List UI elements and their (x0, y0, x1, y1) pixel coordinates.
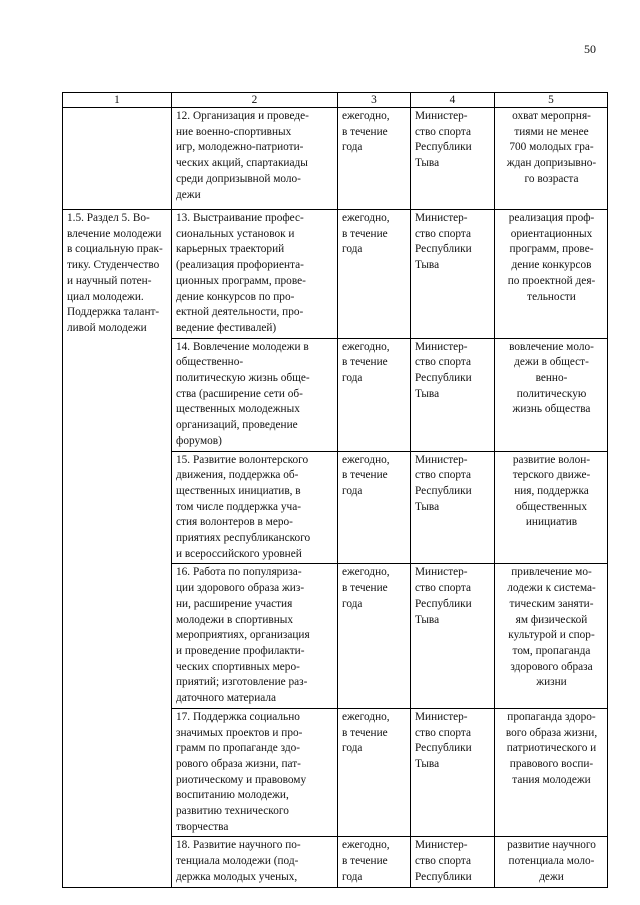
cell-text-line: вого образа жизни, (505, 726, 598, 739)
cell-text-line: Тыва (415, 387, 440, 400)
cell-text-line: ческих спортивных меро- (176, 660, 300, 673)
result-cell (495, 210, 608, 339)
cell-text-line: форумов) (176, 434, 222, 447)
cell-text-line: творчества (176, 820, 229, 833)
cell-text-line: Министер- (415, 566, 468, 579)
cell-text-line: том, пропаганда (512, 644, 591, 657)
cell-text-line: щественных инициатив, в (176, 484, 301, 497)
measure-cell (172, 210, 338, 339)
cell-text-line: 1.5. Раздел 5. Во- (67, 212, 150, 224)
cell-text-line: риотическому и правовому (176, 773, 307, 786)
table-header-row (63, 93, 608, 108)
cell-text-line: ческих акций, спартакиады (176, 157, 308, 170)
cell-text-line: дение конкурсов по про- (176, 290, 295, 303)
cell-text-line: лодежи к система- (507, 582, 596, 595)
cell-text-line: ни, расширение участия (176, 597, 293, 610)
cell-text-line: держка молодых ученых, (176, 870, 298, 883)
cell-text-line: развитию технического (176, 805, 289, 818)
cell-text-line: в течение (342, 469, 388, 482)
cell-text-line: ство спорта (415, 726, 471, 739)
cell-text-line: и проведение профилакти- (176, 644, 305, 657)
cell-text-line: значимых проектов и про- (176, 726, 303, 739)
cell-text-line: ния, поддержка (514, 484, 589, 497)
cell-text-line: ство спорта (415, 356, 471, 369)
cell-text-line: ежегодно, (342, 340, 390, 353)
cell-text-line: ливой молодежи (67, 321, 147, 334)
cell-text-line: тенциала молодежи (под- (176, 855, 299, 868)
cell-text-line: года (342, 870, 363, 883)
cell-text-line: в течение (342, 582, 388, 595)
executor-cell (411, 564, 495, 708)
cell-text-line: года (342, 243, 363, 256)
result-cell (495, 564, 608, 708)
cell-text-line: мероприятиях, организация (176, 629, 310, 642)
cell-text-line: приятий; изготовление раз- (176, 676, 308, 689)
cell-text-line: и научный потен- (67, 274, 152, 287)
cell-text-line: реализация проф- (508, 212, 595, 224)
section-cell-empty (63, 108, 172, 210)
cell-text-line: Министер- (415, 453, 468, 466)
cell-text-line: циал молодежи. (67, 290, 144, 303)
cell-text-line: ям физической (515, 613, 588, 626)
cell-text-line: 16. Работа по популяриза- (176, 566, 302, 579)
cell-text-line: политическую жизнь обще- (176, 372, 310, 385)
cell-text-line: в течение (342, 726, 388, 739)
cell-text-line: дежи (539, 870, 564, 883)
cell-text-line: Тыва (415, 259, 440, 272)
cell-text-line: воспитанию молодежи, (176, 789, 289, 802)
cell-text-line: ства (расширение сети об- (176, 387, 303, 400)
cell-text-line: Министер- (415, 212, 468, 224)
cell-text-line: Республики (415, 742, 472, 755)
cell-text-line: ведение фестивалей) (176, 321, 277, 334)
cell-text-line: привлечение мо- (511, 566, 592, 579)
cell-text-line: пропаганда здоро- (507, 710, 596, 723)
cell-text-line: 18. Развитие научного по- (176, 839, 301, 852)
cell-text-line: года (342, 484, 363, 497)
cell-text-line: том числе поддержка уча- (176, 500, 302, 513)
cell-text-line: Министер- (415, 710, 468, 723)
cell-text-line: Министер- (415, 340, 468, 353)
executor-cell (411, 708, 495, 837)
section-cell (63, 210, 172, 888)
result-cell (495, 708, 608, 837)
table-row (63, 108, 608, 210)
cell-text-line: охват меропрня- (512, 110, 591, 122)
column-header: 3 (338, 93, 411, 108)
cell-text-line: года (342, 742, 363, 755)
result-cell (495, 837, 608, 887)
cell-text-line: Тыва (415, 613, 440, 626)
cell-text-line: (реализация профориента- (176, 259, 304, 272)
column-header: 5 (495, 93, 608, 108)
page-number: 50 (584, 42, 596, 56)
cell-text-line: ции здорового образа жиз- (176, 582, 305, 595)
cell-text-line: дение конкурсов (511, 259, 592, 272)
cell-text-line: ние военно-спортивных (176, 125, 292, 138)
cell-text-line: стия волонтеров в меро- (176, 516, 293, 529)
deadline-cell (338, 210, 411, 339)
cell-text-line: движения, поддержка об- (176, 469, 299, 482)
cell-text-line: карьерных траекторий (176, 243, 285, 256)
cell-text-line: тическим заняти- (509, 597, 594, 610)
cell-text-line: среди допризывной моло- (176, 172, 301, 185)
result-cell (495, 451, 608, 564)
measure-cell (172, 708, 338, 837)
cell-text-line: ство спорта (415, 469, 471, 482)
cell-text-line: сиональных установок и (176, 227, 295, 240)
cell-text-line: ство спорта (415, 582, 471, 595)
cell-text-line: 15. Развитие волонтерского (176, 453, 309, 466)
result-cell (495, 338, 608, 451)
cell-text-line: грамм по пропаганде здо- (176, 742, 301, 755)
cell-text-line: Тыва (415, 757, 440, 770)
cell-text-line: ежегодно, (342, 110, 390, 122)
table-body (63, 108, 608, 888)
cell-text-line: патриотического и (506, 742, 597, 755)
cell-text-line: ство спорта (415, 227, 471, 240)
cell-text-line: вовлечение моло- (509, 340, 594, 353)
cell-text-line: 700 молодых гра- (509, 141, 594, 154)
cell-text-line: 12. Организация и проведе- (176, 110, 309, 122)
cell-text-line: ежегодно, (342, 839, 390, 852)
deadline-cell (338, 564, 411, 708)
cell-text-line: 17. Поддержка социально (176, 710, 300, 723)
cell-text-line: и всероссийского уровней (176, 547, 302, 560)
cell-text-line: в течение (342, 227, 388, 240)
cell-text-line: дежи в общест- (514, 356, 589, 369)
cell-text-line: Поддержка талант- (67, 306, 160, 319)
cell-text-line: Министер- (415, 839, 468, 852)
cell-text-line: развитие волон- (512, 453, 591, 466)
cell-text-line: тания молодежи (512, 773, 591, 786)
cell-text-line: Республики (415, 870, 472, 883)
cell-text-line: общественно- (176, 356, 244, 369)
column-header: 2 (172, 93, 338, 108)
cell-text-line: ежегодно, (342, 453, 390, 466)
cell-text-line: ектной деятельности, про- (176, 306, 304, 319)
cell-text-line: жизнь общества (512, 403, 591, 416)
cell-text-line: Республики (415, 141, 472, 154)
executor-cell (411, 108, 495, 210)
cell-text-line: венно- (535, 372, 568, 385)
cell-text-line: Тыва (415, 500, 440, 513)
cell-text-line: щественных молодежных (176, 403, 300, 416)
cell-text-line: Тыва (415, 157, 440, 170)
cell-text-line: терского движе- (512, 469, 591, 482)
measure-cell (172, 338, 338, 451)
cell-text-line: 14. Вовлечение молодежи в (176, 340, 309, 353)
cell-text-line: развитие научного (507, 839, 596, 852)
cell-text-line: тиями не менее (514, 125, 589, 138)
column-header: 1 (63, 93, 172, 108)
cell-text-line: тику. Студенчество (67, 259, 160, 272)
cell-text-line: организаций, проведение (176, 419, 298, 432)
cell-text-line: ство спорта (415, 855, 471, 868)
deadline-cell (338, 108, 411, 210)
cell-text-line: ционных программ, прове- (176, 274, 306, 287)
cell-text-line: политическую (516, 387, 587, 400)
cell-text-line: Республики (415, 372, 472, 385)
cell-text-line: инициатив (525, 516, 578, 529)
cell-text-line: в течение (342, 356, 388, 369)
cell-text-line: Республики (415, 597, 472, 610)
table-row (63, 210, 608, 339)
cell-text-line: ждан допризывно- (506, 157, 597, 170)
deadline-cell (338, 338, 411, 451)
deadline-cell (338, 837, 411, 887)
measure-cell (172, 837, 338, 887)
cell-text-line: здорового образа (510, 660, 593, 673)
measure-cell (172, 108, 338, 210)
cell-text-line: года (342, 141, 363, 154)
cell-text-line: в течение (342, 125, 388, 138)
cell-text-line: потенциала моло- (508, 855, 595, 868)
deadline-cell (338, 708, 411, 837)
cell-text-line: общественных (516, 500, 587, 513)
cell-text-line: Министер- (415, 110, 468, 122)
executor-cell (411, 451, 495, 564)
measure-cell (172, 564, 338, 708)
cell-text-line: жизни (536, 676, 567, 689)
cell-text-line: дежи (176, 188, 201, 201)
cell-text-line: в течение (342, 855, 388, 868)
cell-text-line: ежегодно, (342, 566, 390, 579)
cell-text-line: Республики (415, 243, 472, 256)
cell-text-line: правового воспи- (509, 757, 594, 770)
cell-text-line: года (342, 372, 363, 385)
cell-text-line: ство спорта (415, 125, 471, 138)
column-header: 4 (411, 93, 495, 108)
result-cell (495, 108, 608, 210)
cell-text-line: Республики (415, 484, 472, 497)
cell-text-line: 13. Выстраивание профес- (176, 212, 304, 224)
executor-cell (411, 837, 495, 887)
cell-text-line: влечение молодежи (67, 227, 162, 240)
cell-text-line: рового образа жизни, пат- (176, 757, 301, 770)
cell-text-line: программ, прове- (509, 243, 594, 256)
executor-cell (411, 338, 495, 451)
measure-cell (172, 451, 338, 564)
cell-text-line: культурой и спор- (508, 629, 595, 642)
cell-text-line: в социальную прак- (67, 243, 163, 256)
cell-text-line: по проектной дея- (507, 274, 596, 287)
cell-text-line: даточного материала (176, 692, 277, 705)
executor-cell (411, 210, 495, 339)
deadline-cell (338, 451, 411, 564)
measures-table (62, 92, 608, 888)
cell-text-line: ежегодно, (342, 710, 390, 723)
cell-text-line: молодежи в спортивных (176, 613, 294, 626)
cell-text-line: игр, молодежно-патриоти- (176, 141, 304, 154)
cell-text-line: го возраста (524, 172, 579, 185)
cell-text-line: тельности (527, 290, 576, 303)
cell-text-line: года (342, 597, 363, 610)
cell-text-line: ориентационных (510, 227, 593, 240)
cell-text-line: ежегодно, (342, 212, 390, 224)
cell-text-line: приятиях республиканского (176, 532, 311, 545)
